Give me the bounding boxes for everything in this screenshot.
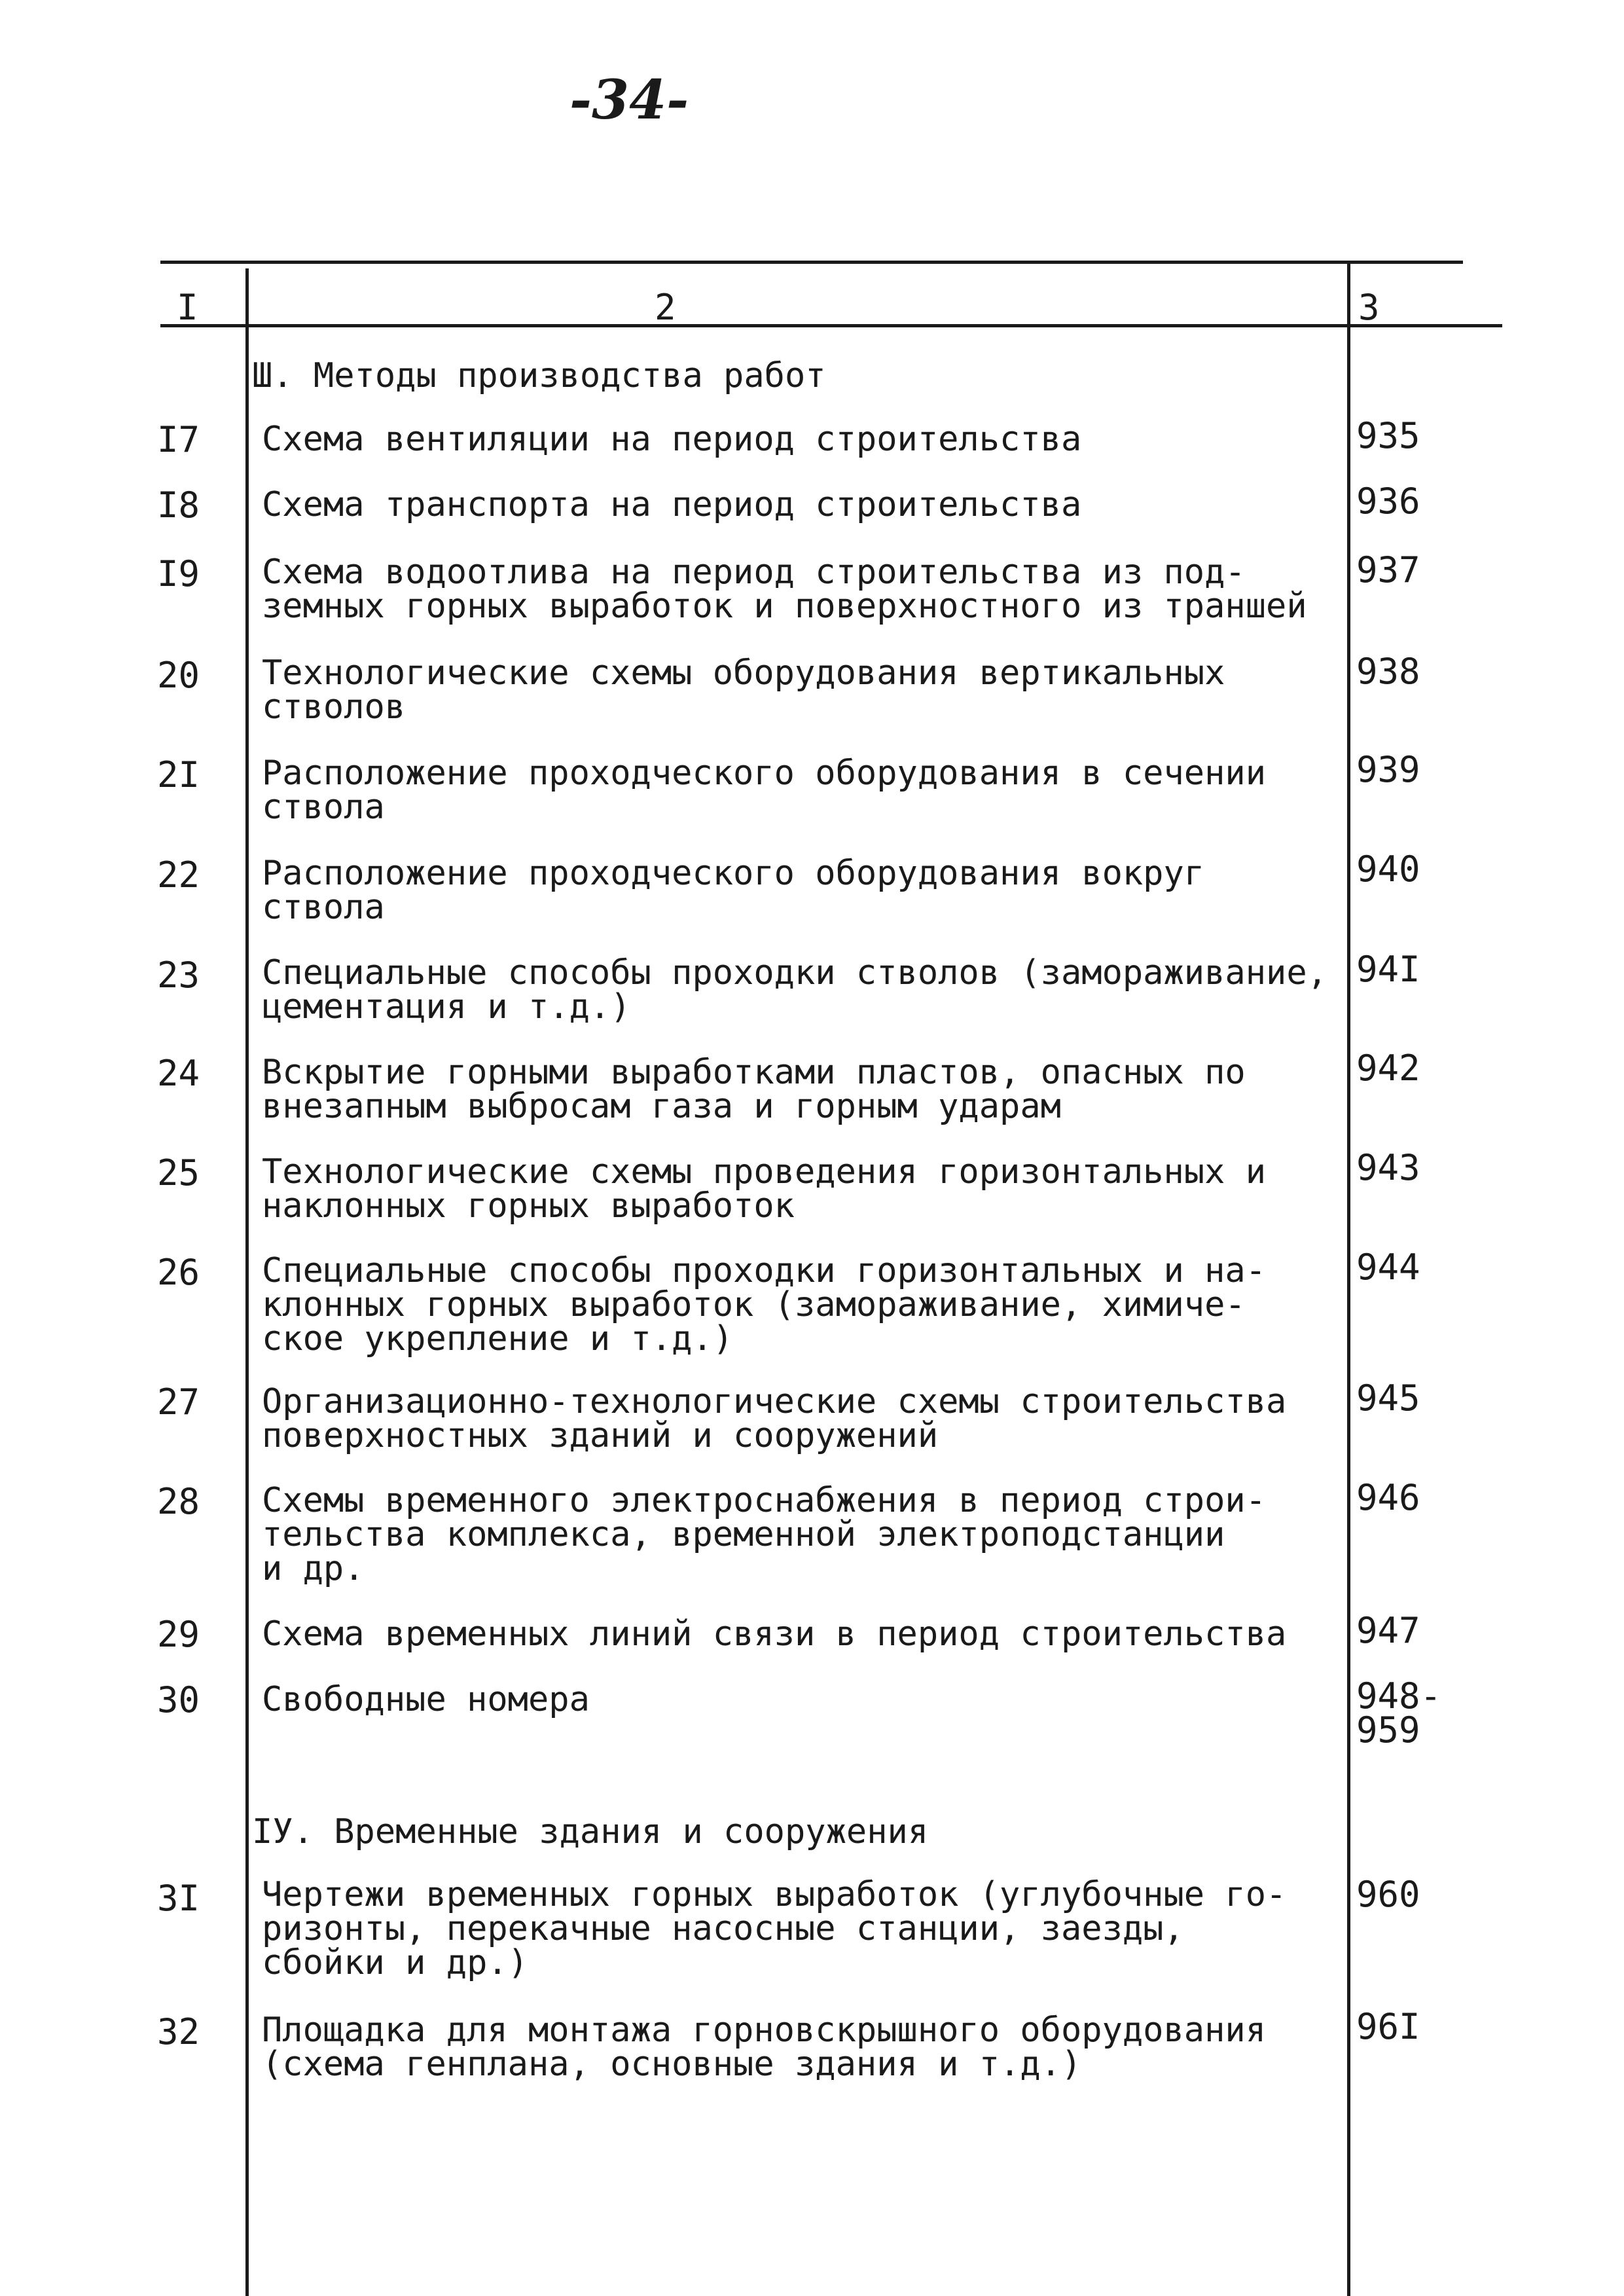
row-number: I8: [157, 484, 200, 526]
row-number: 30: [157, 1679, 200, 1721]
drawing-code-continued: 959: [1356, 1709, 1420, 1751]
drawing-code: 94I: [1356, 949, 1420, 990]
row-number: 29: [157, 1614, 200, 1655]
drawing-code: 944: [1356, 1247, 1420, 1288]
row-title-continued: ское укрепление и т.д.): [262, 1319, 734, 1358]
row-number: 3I: [157, 1878, 200, 1919]
row-title: Схема временных линий связи в период строительства: [262, 1614, 1287, 1654]
row-title: Чертежи временных горных выработок (углубочные го-: [262, 1875, 1287, 1914]
row-number: 24: [157, 1053, 200, 1094]
drawing-code: 940: [1356, 848, 1420, 890]
row-title: Свободные номера: [262, 1680, 590, 1719]
drawing-code: 947: [1356, 1610, 1420, 1651]
row-number: 27: [157, 1381, 200, 1423]
drawing-code: 942: [1356, 1048, 1420, 1089]
drawing-code: 948-: [1356, 1675, 1442, 1717]
row-title: Площадка для монтажа горновскрышного оборудования: [262, 2011, 1267, 2050]
row-title: Расположение проходческого оборудования вокруг: [262, 854, 1205, 893]
row-title-continued: ствола: [262, 888, 385, 927]
row-title: Специальные способы проходки стволов (замораживание,: [262, 953, 1327, 993]
header-col1: I: [177, 287, 198, 328]
row-title: Схема водоотлива на период строительства из под-: [262, 553, 1246, 592]
table-top-rule: [160, 261, 1463, 264]
row-title-continued: тельства комплекса, временной электроподстанции: [262, 1515, 1225, 1554]
column-divider-left: [245, 268, 249, 2296]
drawing-code: 935: [1356, 415, 1420, 456]
row-title: Схема транспорта на период строительства: [262, 485, 1082, 524]
row-title-continued: внезапным выбросам газа и горным ударам: [262, 1087, 1061, 1126]
row-number: 20: [157, 655, 200, 696]
row-title-continued: цементация и т.д.): [262, 987, 631, 1027]
drawing-code: 938: [1356, 651, 1420, 692]
drawing-code: 945: [1356, 1377, 1420, 1419]
row-title: Специальные способы проходки горизонтальных и на-: [262, 1251, 1267, 1290]
row-number: 2I: [157, 754, 200, 795]
row-number: 28: [157, 1481, 200, 1522]
row-title-continued: земных горных выработок и поверхностного из траншей: [262, 587, 1307, 626]
drawing-code: 936: [1356, 481, 1420, 522]
row-title: Технологические схемы проведения горизонтальных и: [262, 1152, 1267, 1192]
row-title-continued: клонных горных выработок (замораживание, химиче-: [262, 1285, 1246, 1324]
row-title: Схема вентиляции на период строительства: [262, 420, 1082, 459]
header-col3: 3: [1358, 287, 1380, 328]
drawing-code: 943: [1356, 1147, 1420, 1188]
row-title: Организационно-технологические схемы строительства: [262, 1382, 1287, 1421]
row-number: 22: [157, 854, 200, 896]
page-number: -34-: [569, 69, 689, 132]
row-title-continued: наклонных горных выработок: [262, 1186, 795, 1226]
row-number: 25: [157, 1152, 200, 1194]
header-bottom-rule: [160, 324, 1502, 327]
row-number: I7: [157, 419, 200, 460]
row-title: Технологические схемы оборудования вертикальных: [262, 653, 1225, 693]
row-title-continued: и др.: [262, 1549, 365, 1588]
drawing-code: 937: [1356, 549, 1420, 591]
row-title-continued: ризонты, перекачные насосные станции, заезды,: [262, 1909, 1184, 1948]
row-number: 23: [157, 955, 200, 996]
column-divider-right: [1347, 262, 1350, 2296]
row-number: 26: [157, 1252, 200, 1293]
section-title: IУ. Временные здания и сооружения: [252, 1812, 929, 1851]
drawing-code: 960: [1356, 1874, 1420, 1915]
drawing-code: 946: [1356, 1477, 1420, 1518]
row-title: Расположение проходческого оборудования в сечении: [262, 754, 1267, 793]
row-title-continued: (схема генплана, основные здания и т.д.): [262, 2045, 1082, 2084]
row-title: Вскрытие горными выработками пластов, опасных по: [262, 1053, 1246, 1092]
row-number: 32: [157, 2011, 200, 2052]
header-col2: 2: [655, 287, 676, 328]
row-title-continued: стволов: [262, 687, 406, 727]
drawing-code: 939: [1356, 749, 1420, 790]
row-title-continued: ствола: [262, 788, 385, 827]
row-number: I9: [157, 553, 200, 594]
section-title: Ш. Методы производства работ: [252, 356, 826, 395]
drawing-code: 96I: [1356, 2006, 1420, 2047]
row-title-continued: сбойки и др.): [262, 1943, 528, 1982]
row-title-continued: поверхностных зданий и сооружений: [262, 1416, 939, 1455]
row-title: Схемы временного электроснабжения в период строи-: [262, 1481, 1267, 1520]
